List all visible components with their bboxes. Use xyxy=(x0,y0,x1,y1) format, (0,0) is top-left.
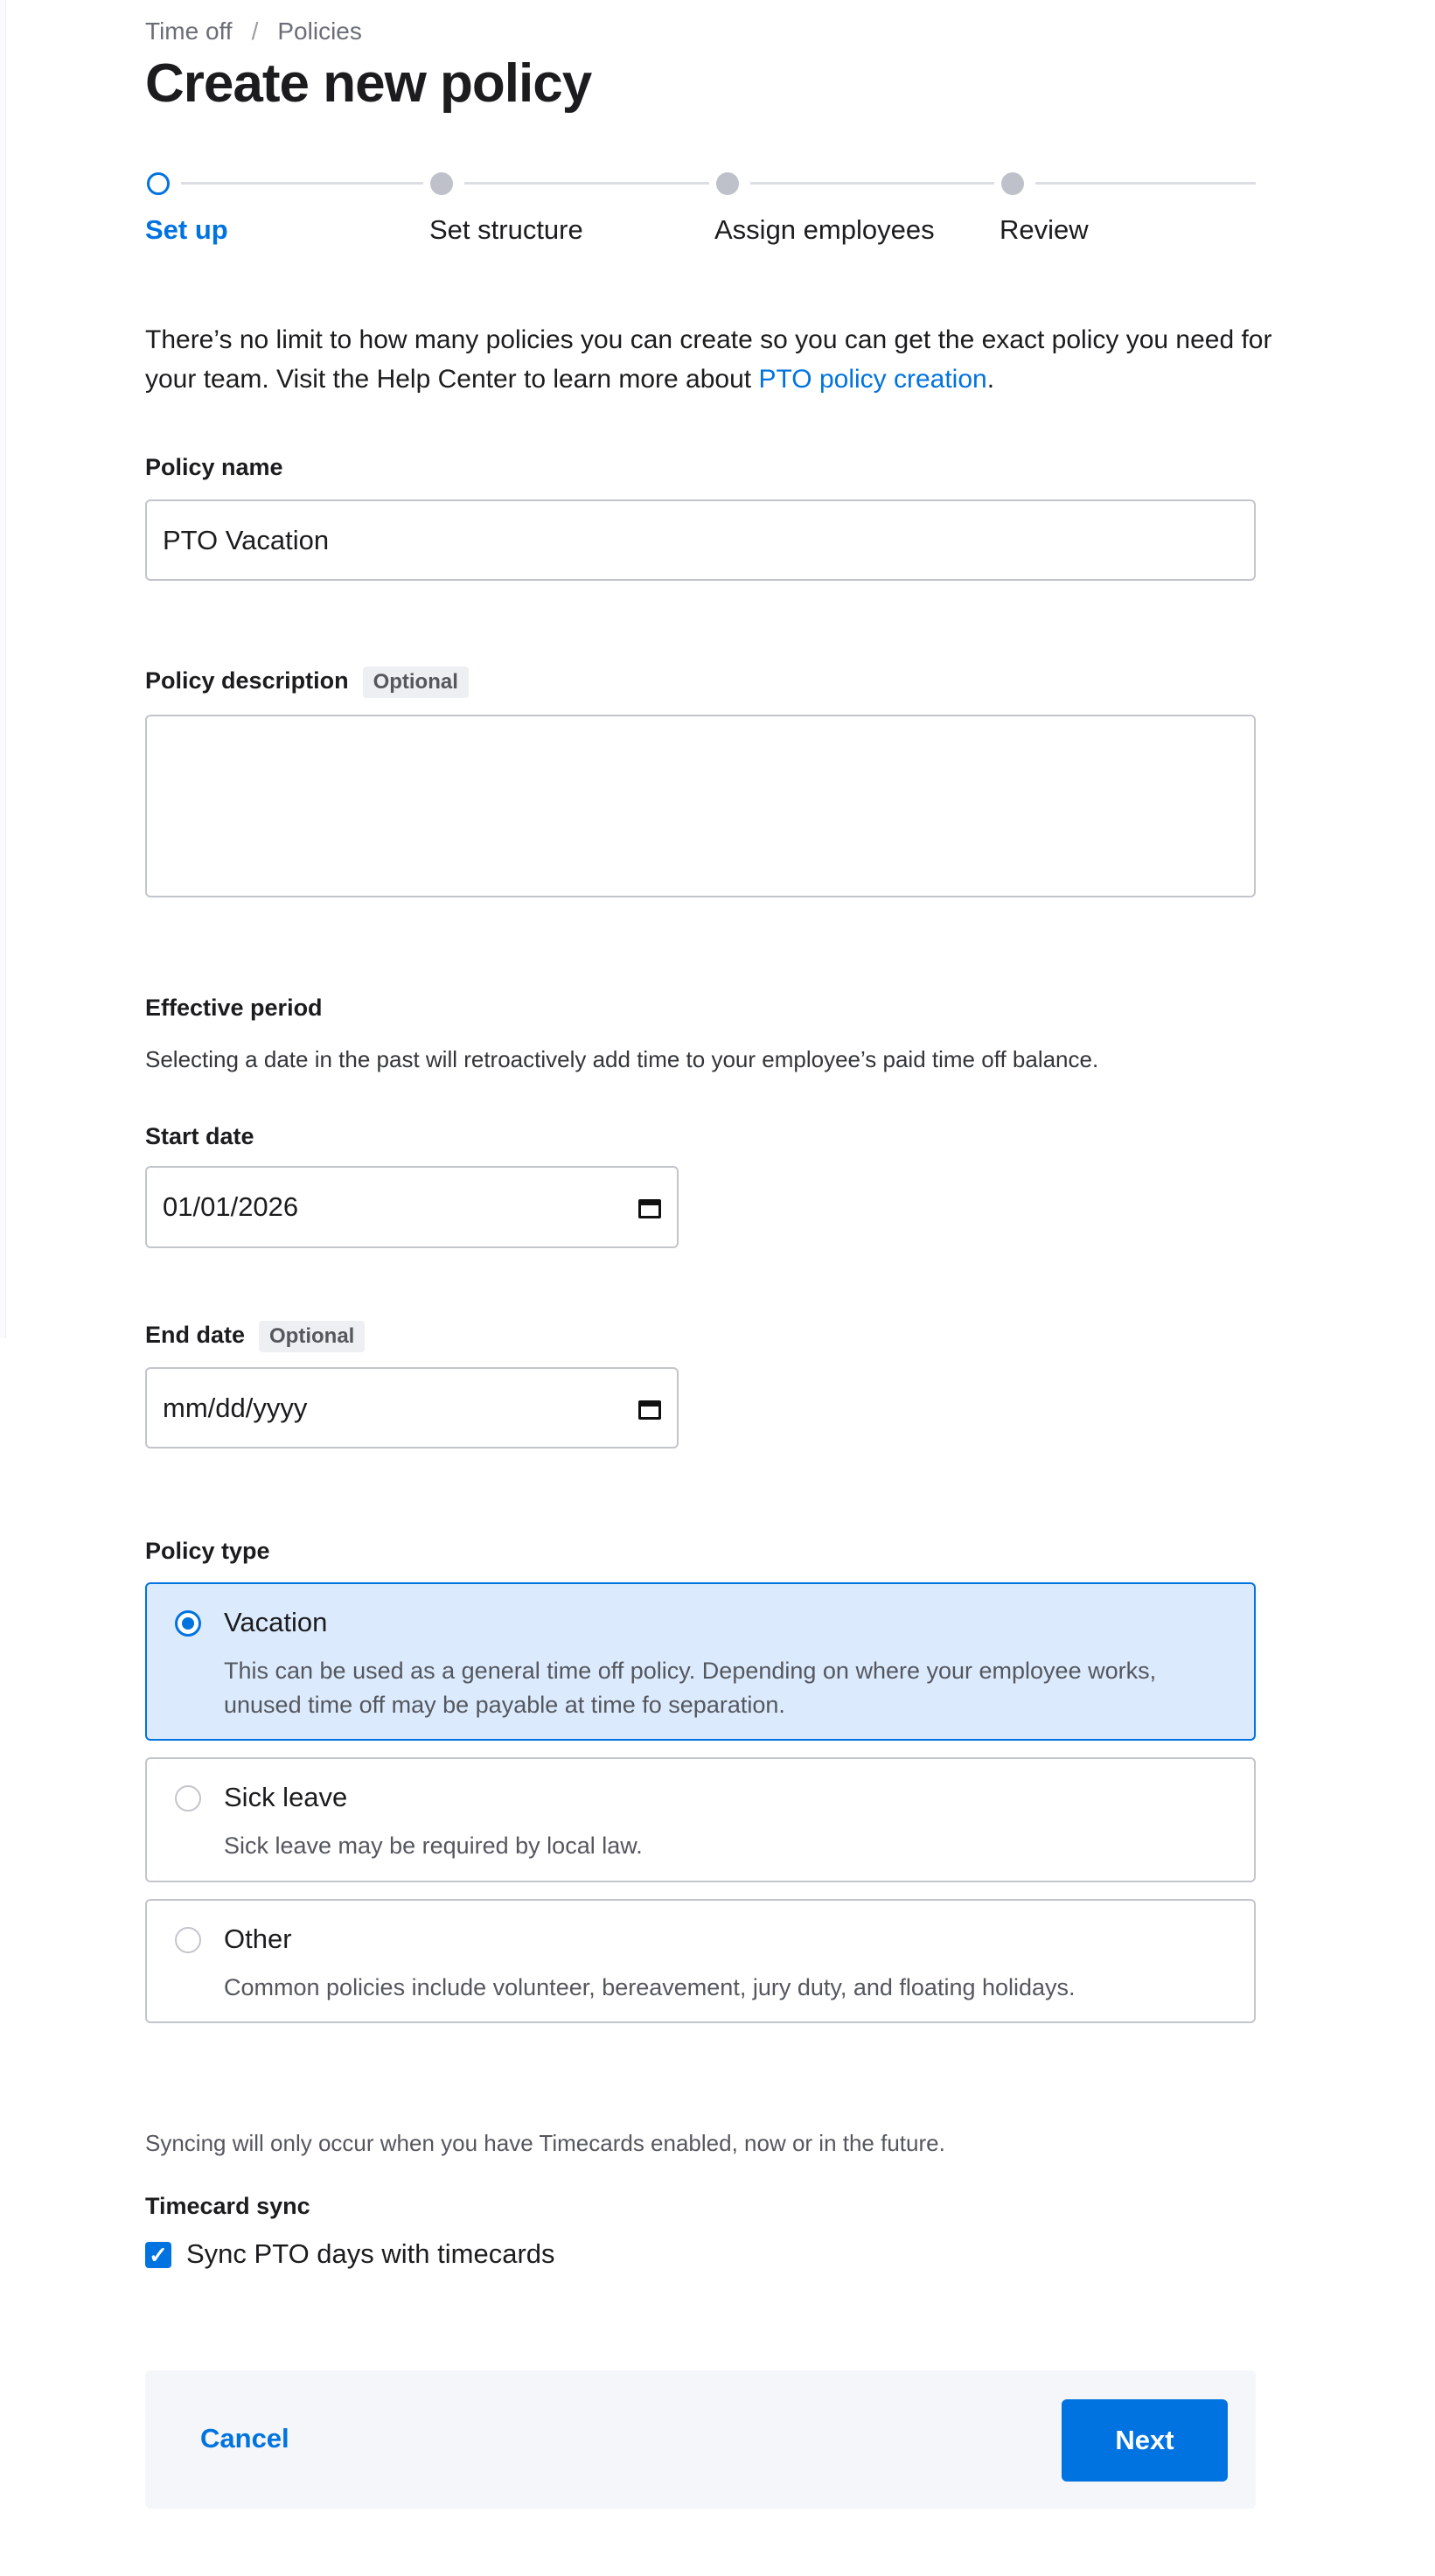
policy-name-value: PTO Vacation xyxy=(163,524,330,555)
timecard-sync-label: Timecard sync xyxy=(145,2193,310,2219)
step-indicator-set-structure xyxy=(430,172,453,195)
option-title: Vacation xyxy=(224,1607,328,1637)
intro-body: There’s no limit to how many policies you can create so you can get the exact policy you need for your team. Visit the Help Center to learn more about xyxy=(145,325,1272,394)
sync-pto-checkbox[interactable]: ✓ xyxy=(145,2242,171,2268)
start-date-value: 01/01/2026 xyxy=(163,1191,299,1222)
option-description: This can be used as a general time off policy. Depending on where your employee works, unused time off may be payable at time fo separation. xyxy=(224,1658,1157,1718)
step-label-set-structure: Set structure xyxy=(429,214,583,245)
next-button[interactable]: Next xyxy=(1062,2399,1228,2482)
policy-name-input[interactable] xyxy=(145,499,1256,581)
option-title: Sick leave xyxy=(224,1782,348,1812)
option-title: Other xyxy=(224,1923,292,1954)
breadcrumb-policies[interactable]: Policies xyxy=(277,17,362,45)
option-description: Sick leave may be required by local law. xyxy=(224,1833,643,1859)
policy-type-option-sick-leave[interactable] xyxy=(145,1757,1256,1882)
policy-description-label-row xyxy=(145,667,469,698)
step-indicator-assign-employees xyxy=(716,172,739,195)
sync-pto-checkbox-label[interactable]: Sync PTO days with timecards xyxy=(186,2238,555,2269)
optional-badge: Optional xyxy=(259,1321,365,1352)
step-connector xyxy=(464,182,709,185)
calendar-icon[interactable] xyxy=(638,1196,661,1218)
page-title: Create new policy xyxy=(145,53,592,114)
start-date-input[interactable] xyxy=(145,1166,679,1248)
timecard-sync-note: Syncing will only occur when you have Timecards enabled, now or in the future. xyxy=(145,2130,945,2156)
step-label-set-up: Set up xyxy=(145,214,228,245)
step-connector xyxy=(181,182,423,185)
end-date-label: End date xyxy=(145,1322,246,1349)
breadcrumb-separator: / xyxy=(251,17,259,45)
step-indicator-set-up xyxy=(147,172,170,195)
policy-type-label: Policy type xyxy=(145,1538,270,1564)
step-connector xyxy=(1035,182,1256,185)
cancel-button[interactable]: Cancel xyxy=(200,2423,289,2454)
step-connector xyxy=(750,182,994,185)
step-indicator-review xyxy=(1001,172,1024,195)
radio-selected-icon[interactable] xyxy=(175,1610,201,1637)
end-date-placeholder: mm/dd/yyyy xyxy=(163,1392,308,1423)
form-footer xyxy=(145,2370,1256,2509)
effective-period-helper: Selecting a date in the past will retroactively add time to your employee’s paid time off balance. xyxy=(145,1046,1099,1072)
left-panel-edge xyxy=(0,0,6,1338)
calendar-icon[interactable] xyxy=(638,1397,661,1420)
start-date-label: Start date xyxy=(145,1123,254,1149)
option-description: Common policies include volunteer, bereavement, jury duty, and floating holidays. xyxy=(224,1974,1076,2000)
pto-policy-creation-link[interactable]: PTO policy creation xyxy=(758,365,987,394)
radio-unselected-icon[interactable] xyxy=(175,1785,201,1812)
radio-unselected-icon[interactable] xyxy=(175,1927,201,1953)
effective-period-heading: Effective period xyxy=(145,995,323,1021)
policy-description-label: Policy description xyxy=(145,667,349,695)
step-label-review: Review xyxy=(1000,214,1089,245)
step-label-assign-employees: Assign employees xyxy=(714,214,935,245)
intro-suffix: . xyxy=(986,365,995,394)
optional-badge: Optional xyxy=(363,667,469,698)
end-date-input[interactable] xyxy=(145,1367,679,1449)
policy-name-label: Policy name xyxy=(145,454,283,480)
intro-text xyxy=(145,320,1273,399)
breadcrumb-time-off[interactable]: Time off xyxy=(145,17,233,45)
breadcrumb xyxy=(145,17,362,45)
end-date-label-row xyxy=(145,1321,365,1352)
policy-type-option-other[interactable] xyxy=(145,1899,1256,2023)
policy-description-textarea[interactable] xyxy=(145,715,1256,897)
policy-type-option-vacation[interactable] xyxy=(145,1582,1256,1741)
